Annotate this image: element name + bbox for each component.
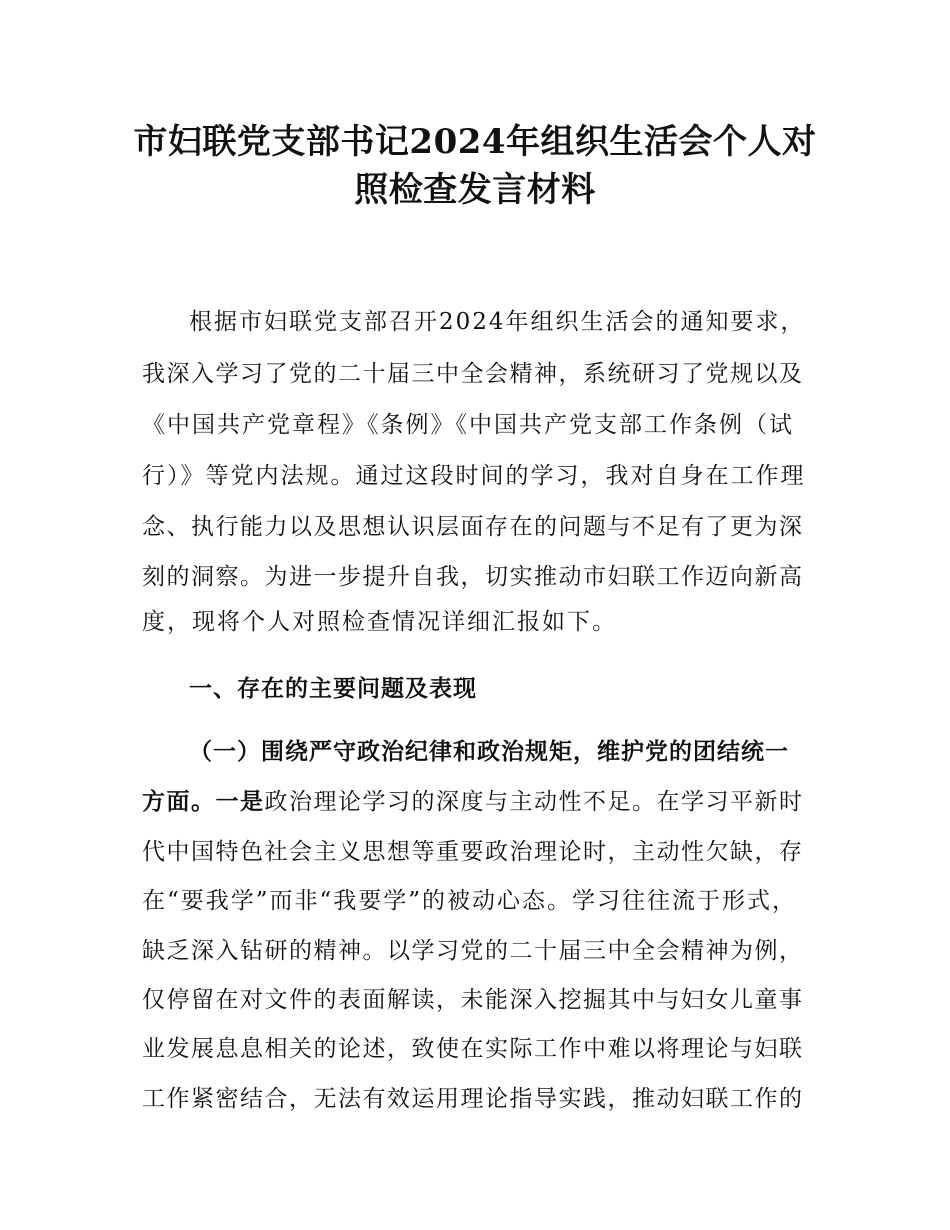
intro-line: 度，现将个人对照检查情况详细汇报如下。 (142, 609, 617, 635)
subsection-line-text: 政治理论学习的深度与主动性不足。在学习平新时 (264, 789, 804, 815)
body-line: 代中国特色社会主义思想等重要政治理论时，主动性欠缺，存 (142, 839, 804, 865)
intro-line: 我深入学习了党的二十届三中全会精神，系统研习了党规以及 (142, 361, 804, 387)
document-title-line-2: 照检查发言材料 (354, 170, 596, 210)
body-line: 业发展息息相关的论述，致使在实际工作中难以将理论与妇联 (142, 1036, 804, 1062)
document-title-line-1: 市妇联党支部书记2024年组织生活会个人对 (133, 122, 817, 162)
subsection-line (142, 787, 804, 817)
body-line: 工作紧密结合，无法有效运用理论指导实践，推动妇联工作的 (142, 1086, 804, 1112)
intro-line: 《中国共产党章程》《条例》《中国共产党支部工作条例（试 (142, 412, 794, 438)
body-line: 仅停留在对文件的表面解读，未能深入挖掘其中与妇女儿童事 (142, 987, 804, 1013)
intro-line: 念、执行能力以及思想认识层面存在的问题与不足有了更为深 (142, 514, 804, 540)
intro-line: 行）》等党内法规。通过这段时间的学习，我对自身在工作理 (142, 463, 806, 489)
intro-line: 刻的洞察。为进一步提升自我，切实推动市妇联工作迈向新高 (142, 564, 804, 590)
intro-line: 根据市妇联党支部召开2024年组织生活会的通知要求， (189, 309, 806, 335)
section-heading: 一、存在的主要问题及表现 (189, 676, 477, 702)
body-line: 缺乏深入钻研的精神。以学习党的二十届三中全会精神为例， (142, 938, 804, 964)
subsection-lead: 方面。一是 (142, 789, 265, 815)
subsection-heading: （一）围绕严守政治纪律和政治规矩，维护党的团结统一 (189, 739, 789, 765)
body-line: 在“要我学”而非“我要学”的被动心态。学习往往流于形式， (142, 888, 798, 914)
